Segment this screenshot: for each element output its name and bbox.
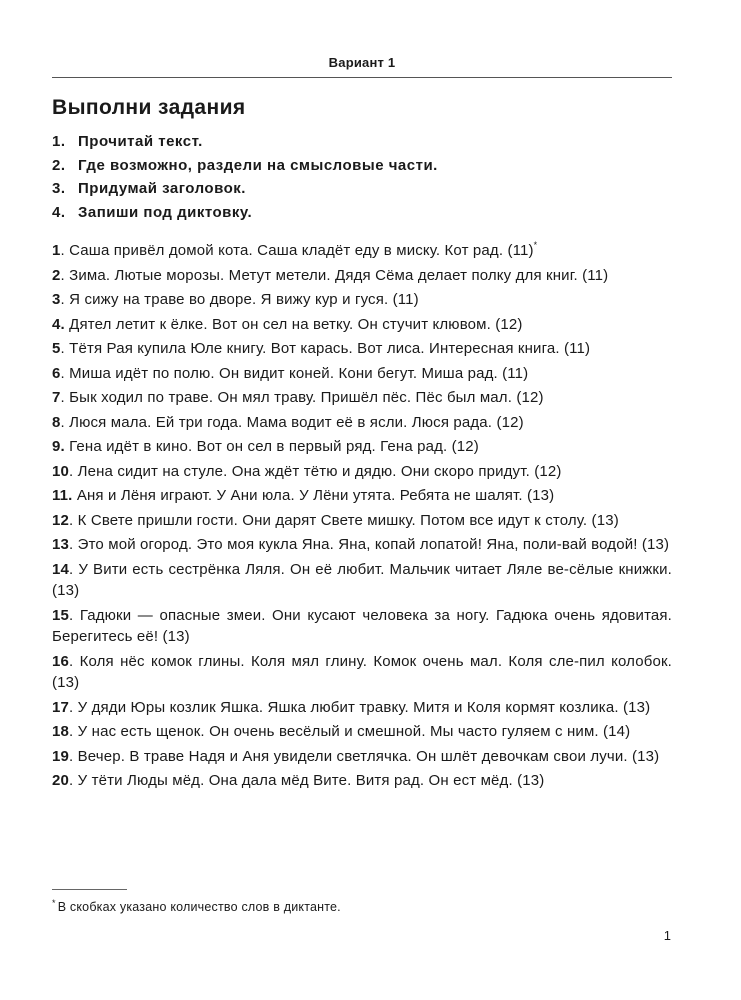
dictation-number: 1: [52, 242, 61, 259]
dictation-item: 16. Коля нёс комок глины. Коля мял глину. Комок очень мал. Коля сле-пил колобок. (13): [52, 652, 672, 691]
dictation-text: Вечер. В траве Надя и Аня увидели светлячка. Он шлёт девочкам свои лучи. (13): [77, 747, 660, 765]
dictation-item: 17. У дяди Юры козлик Яшка. Яшка любит травку. Митя и Коля кормят козлика. (13): [52, 698, 651, 716]
task-number: 4.: [52, 203, 66, 221]
dictation-list: [52, 240, 672, 795]
dictation-number: 16: [52, 652, 69, 670]
dictation-text: Аня и Лёня играют. У Ани юла. У Лёни утята. Ребята не шалят. (13): [76, 487, 555, 504]
dictation-number: 20: [52, 772, 69, 789]
dictation-text: К Свете пришли гости. Они дарят Свете мишку. Потом все идут к столу. (13): [77, 511, 619, 529]
dictation-item: 15. Гадюки — опасные змеи. Они кусают человека за ногу. Гадюка очень ядовитая. Берегитесь её! (13): [52, 606, 672, 645]
dictation-text: Люся мала. Ей три года. Мама водит её в ясли. Люся рада. (12): [69, 413, 524, 431]
page-number: 1: [663, 928, 671, 943]
dictation-number: 3: [52, 291, 61, 308]
task-text: Прочитай текст.: [78, 133, 203, 150]
dictation-text: Гадюки — опасные змеи. Они кусают человека за ногу. Гадюка очень ядовитая. Берегитесь её! (13): [52, 606, 672, 645]
dictation-number: 7: [52, 389, 61, 406]
dictation-item: 7. Бык ходил по траве. Он мял траву. Пришёл пёс. Пёс был мал. (12): [52, 389, 544, 406]
variant-header: Вариант 1: [328, 55, 396, 70]
dictation-item: 20. У тёти Люды мёд. Она дала мёд Вите. Витя рад. Он ест мёд. (13): [52, 772, 545, 789]
dictation-number: 14: [52, 560, 69, 578]
dictation-number: 9.: [52, 438, 65, 455]
dictation-number: 4.: [52, 315, 65, 333]
task-text: Запиши под диктовку.: [78, 203, 253, 221]
dictation-item: [52, 436, 672, 458]
dictation-number: 17: [52, 698, 69, 716]
footnote-text: В скобках указано количество слов в диктанте.: [57, 900, 341, 914]
dictation-number: 19: [52, 747, 69, 765]
task-item: [52, 177, 438, 201]
dictation-text: Саша привёл домой кота. Саша кладёт еду в миску. Кот рад. (11): [69, 242, 534, 259]
dictation-text: Это мой огород. Это моя кукла Яна. Яна, копай лопатой! Яна, поли-вай водой! (13): [77, 536, 670, 553]
task-text: Придумай заголовок.: [78, 180, 246, 197]
dictation-text: У тёти Люды мёд. Она дала мёд Вите. Витя рад. Он ест мёд. (13): [77, 772, 545, 789]
section-title: Выполни задания: [52, 96, 246, 119]
dictation-item: [52, 314, 672, 336]
footnote-mark: *: [52, 898, 56, 908]
task-item: [52, 154, 438, 178]
dictation-item: [52, 485, 672, 507]
dictation-item: 13. Это мой огород. Это моя кукла Яна. Яна, копай лопатой! Яна, поли-вай водой! (13): [52, 536, 670, 553]
dictation-text: У Вити есть сестрёнка Ляля. Он её любит. Мальчик читает Ляле ве-сёлые книжки. (13): [52, 560, 672, 599]
dictation-number: 8: [52, 413, 61, 431]
dictation-item: 8. Люся мала. Ей три года. Мама водит её в ясли. Люся рада. (12): [52, 413, 524, 431]
dictation-number: 11.: [52, 487, 73, 504]
dictation-item: 12. К Свете пришли гости. Они дарят Свете мишку. Потом все идут к столу. (13): [52, 511, 619, 529]
header-divider: [52, 77, 672, 78]
dictation-text: Гена идёт в кино. Вот он сел в первый ряд. Гена рад. (12): [69, 438, 479, 455]
dictation-text: Дятел летит к ёлке. Вот он сел на ветку. Он стучит клювом. (12): [69, 315, 523, 333]
footnote-divider: [52, 889, 127, 890]
dictation-text: Коля нёс комок глины. Коля мял глину. Комок очень мал. Коля сле-пил колобок. (13): [52, 652, 672, 691]
task-number: 2.: [52, 156, 66, 174]
task-number: 3.: [52, 180, 66, 197]
dictation-number: 2: [52, 266, 61, 284]
dictation-text: Тётя Рая купила Юле книгу. Вот карась. Вот лиса. Интересная книга. (11): [69, 340, 591, 357]
dictation-number: 10: [52, 462, 69, 480]
task-text: Где возможно, раздели на смысловые части.: [78, 156, 438, 174]
dictation-text: Зима. Лютые морозы. Метут метели. Дядя Сёма делает полку для книг. (11): [69, 266, 609, 284]
dictation-item: 3. Я сижу на траве во дворе. Я вижу кур и гуся. (11): [52, 291, 419, 308]
footnote-marker: *: [533, 240, 538, 250]
dictation-item: 1. Саша привёл домой кота. Саша кладёт еду в миску. Кот рад. (11)*: [52, 240, 538, 259]
task-item: [52, 130, 438, 154]
dictation-item: 10. Лена сидит на стуле. Она ждёт тётю и дядю. Они скоро придут. (12): [52, 462, 562, 480]
dictation-number: 13: [52, 536, 69, 553]
dictation-number: 6: [52, 364, 61, 382]
dictation-item: 19. Вечер. В траве Надя и Аня увидели светлячка. Он шлёт девочкам свои лучи. (13): [52, 747, 660, 765]
dictation-item: 18. У нас есть щенок. Он очень весёлый и смешной. Мы часто гуляем с ним. (14): [52, 723, 631, 740]
dictation-text: У дяди Юры козлик Яшка. Яшка любит травку. Митя и Коля кормят козлика. (13): [77, 698, 651, 716]
dictation-text: Бык ходил по траве. Он мял траву. Пришёл пёс. Пёс был мал. (12): [69, 389, 544, 406]
footnote: [52, 900, 341, 914]
dictation-text: У нас есть щенок. Он очень весёлый и смешной. Мы часто гуляем с ним. (14): [77, 723, 631, 740]
dictation-text: Миша идёт по полю. Он видит коней. Кони бегут. Миша рад. (11): [69, 364, 529, 382]
dictation-number: 18: [52, 723, 69, 740]
task-item: [52, 201, 438, 225]
task-list: [52, 130, 438, 224]
dictation-item: 5. Тётя Рая купила Юле книгу. Вот карась. Вот лиса. Интересная книга. (11): [52, 340, 591, 357]
dictation-item: 6. Миша идёт по полю. Он видит коней. Кони бегут. Миша рад. (11): [52, 364, 529, 382]
dictation-text: Лена сидит на стуле. Она ждёт тётю и дядю. Они скоро придут. (12): [77, 462, 562, 480]
dictation-number: 12: [52, 511, 69, 529]
dictation-item: 2. Зима. Лютые морозы. Метут метели. Дядя Сёма делает полку для книг. (11): [52, 266, 609, 284]
dictation-item: 14. У Вити есть сестрёнка Ляля. Он её любит. Мальчик читает Ляле ве-сёлые книжки. (13): [52, 560, 672, 599]
dictation-number: 15: [52, 606, 69, 624]
task-number: 1.: [52, 133, 66, 150]
dictation-number: 5: [52, 340, 61, 357]
dictation-text: Я сижу на траве во дворе. Я вижу кур и гуся. (11): [69, 291, 419, 308]
